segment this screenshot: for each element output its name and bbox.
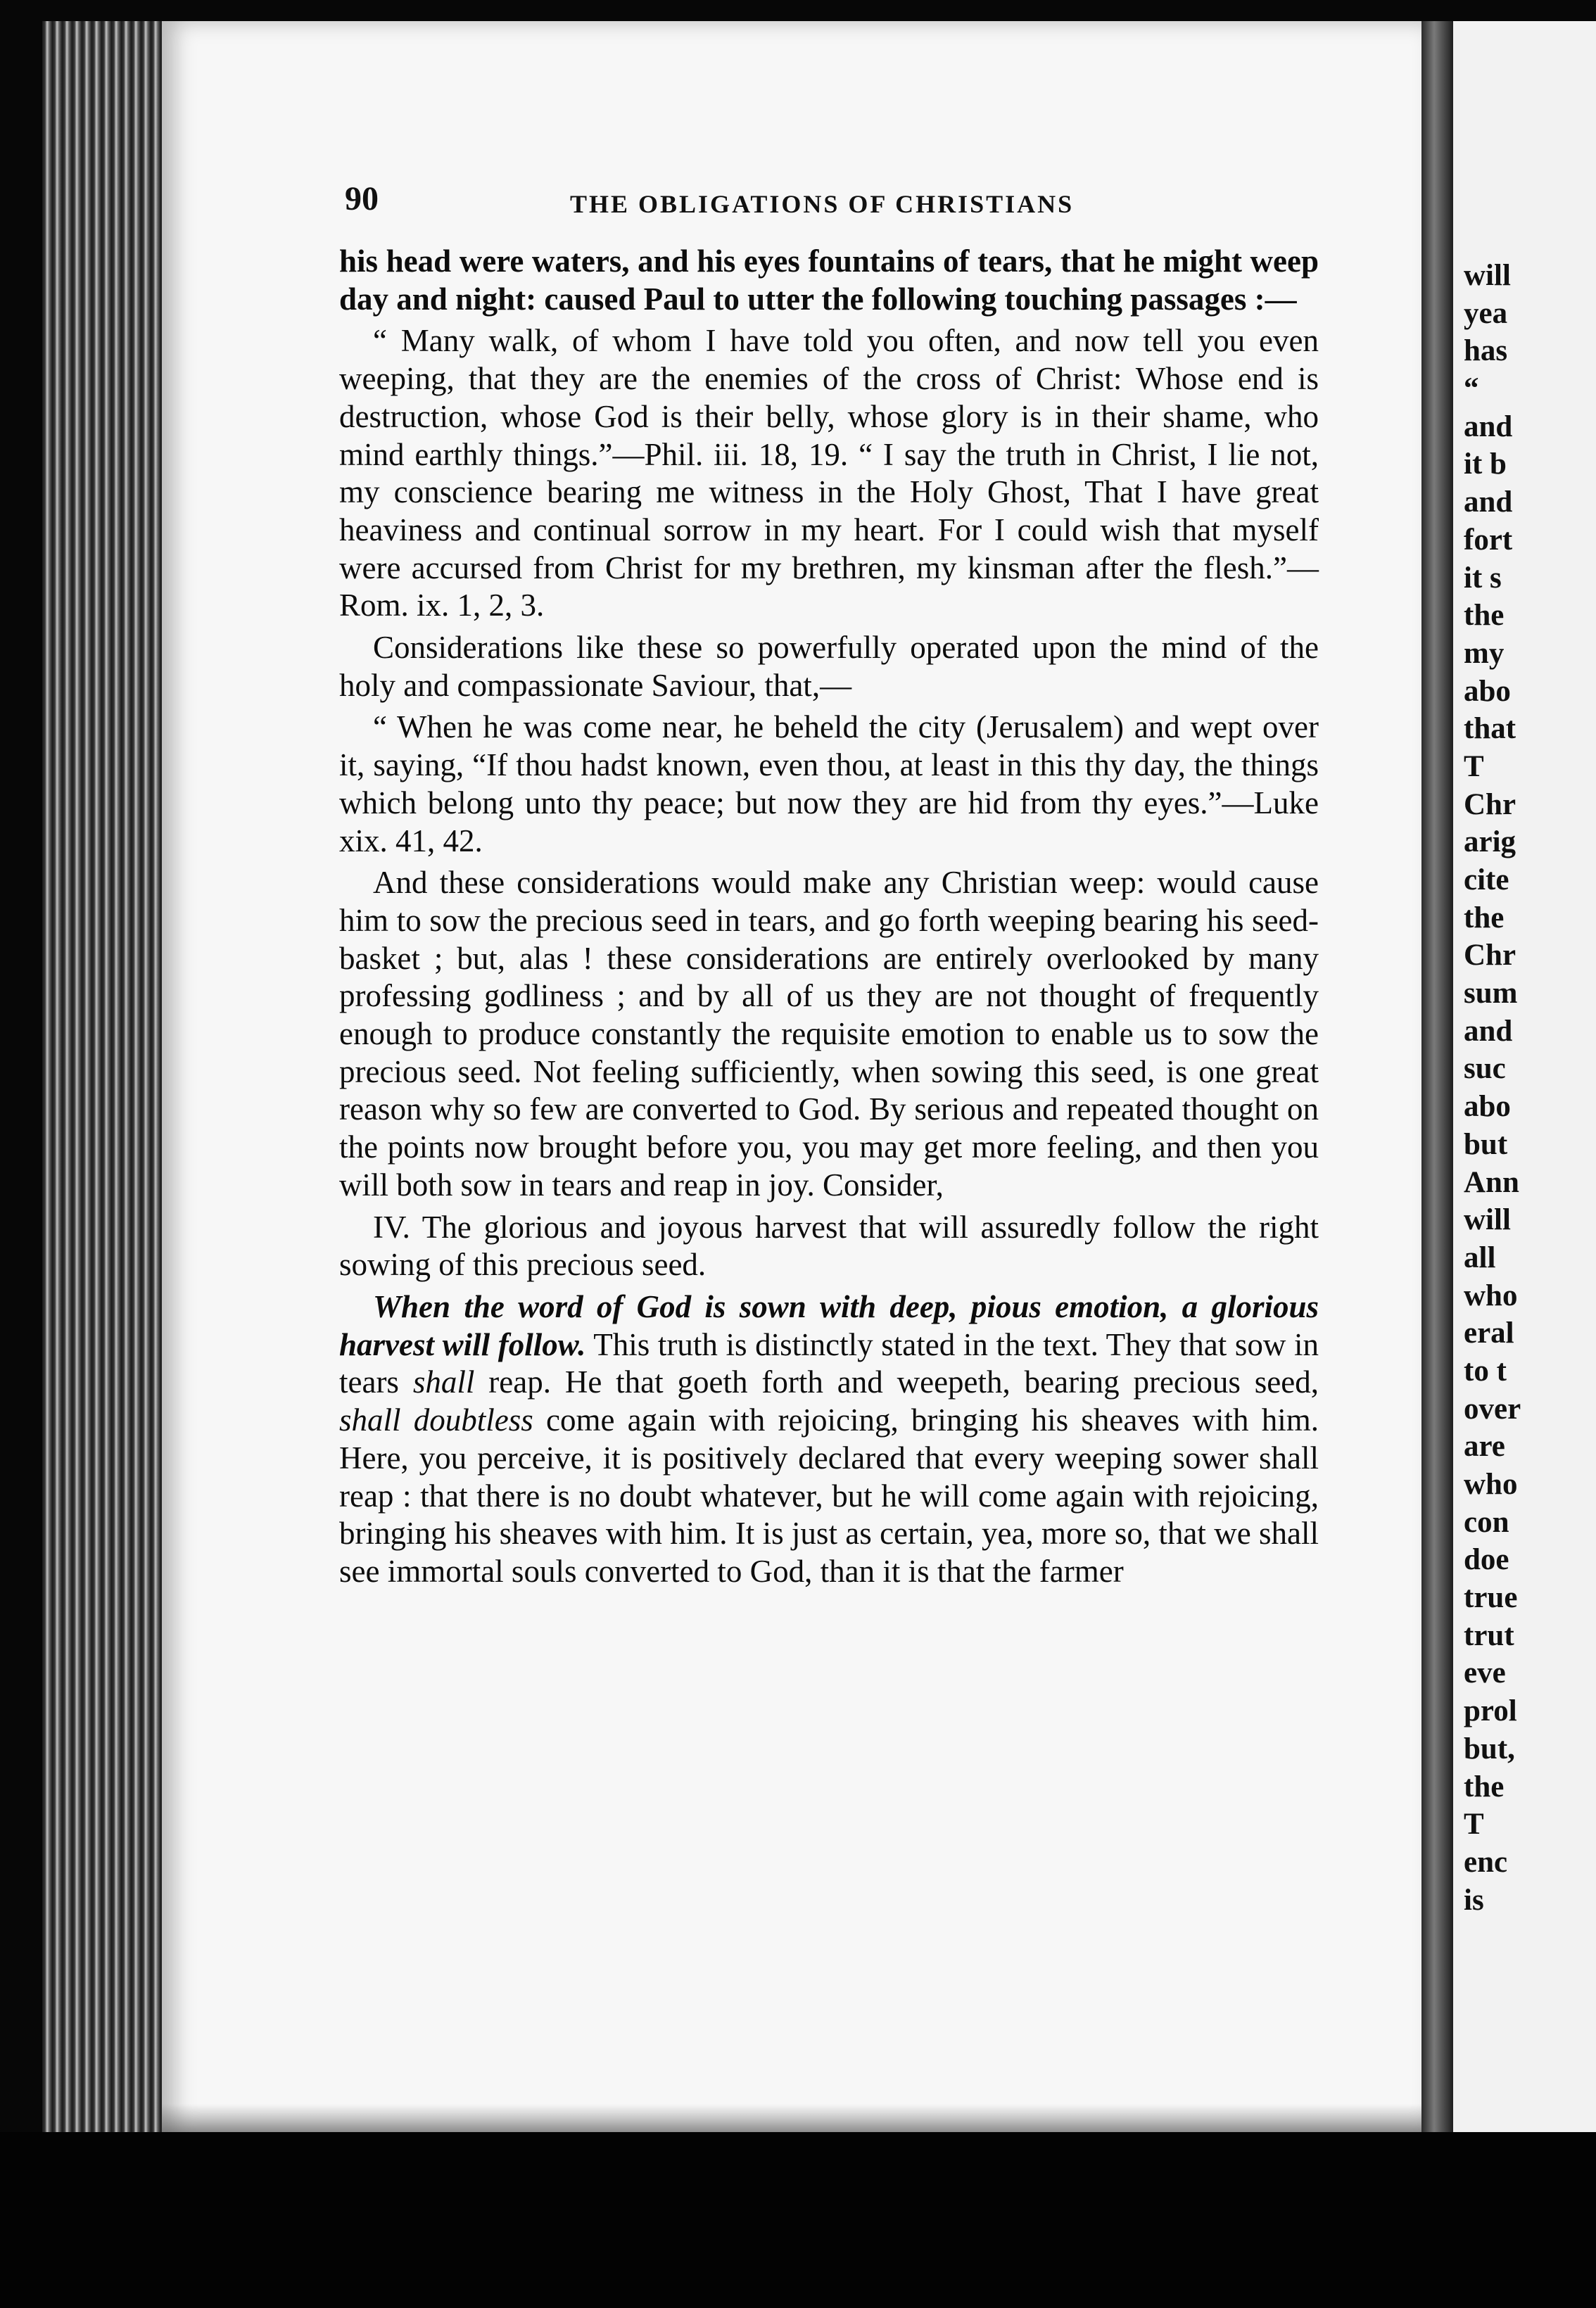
page-body <box>339 243 1319 1591</box>
right-page-fragment: all <box>1464 1241 1496 1274</box>
right-page-fragment: true <box>1464 1581 1518 1615</box>
paragraph-text: This truth is distinctly stated in the text. They that sow in tears <box>339 1326 1319 1400</box>
right-page-fragment: T <box>1464 1808 1484 1841</box>
right-page-fragment: con <box>1464 1505 1509 1539</box>
right-page-fragment: to t <box>1464 1354 1507 1388</box>
quotation-paragraph: “ Many walk, of whom I have told you often, and now tell you even weeping, that they are the enemies of the cross of Christ: Whose end is destruction, whose God is their belly, whose glory is in their shame, who mind earthly things.”—Phil. iii. 18, 19. “ I say the truth in Christ, I lie not, my conscience bearing me witness in the Holy Ghost, That I have great heaviness and continual sorrow in my heart. For I could wish that myself were accursed from Christ for my brethren, my kinsman after the flesh.”—Rom. ix. 1, 2, 3. <box>339 323 1319 623</box>
right-page-fragment: sum <box>1464 977 1518 1010</box>
paragraph: And these considerations would make any Christian weep: would cause him to sow the precious seed in tears, and go forth weeping bearing his seed-basket ; but, alas ! these considerations are entirely overlooked by many professing godliness ; and by all of us they are not thought of frequently enough to produce constantly the requisite emotion to enable us to sow the precious seed. Not feeling sufficiently, when sowing this seed, is one great reason why so few are converted to God. By serious and repeated thought on the points now brought before you, you may get more feeling, and then you will both sow in tears and reap in joy. Consider, <box>339 865 1319 1203</box>
emphasis-text: shall <box>412 1364 475 1400</box>
right-page-fragment: my <box>1464 636 1505 670</box>
right-page-fragment: cite <box>1464 863 1509 896</box>
right-page-fragment: will <box>1464 259 1511 292</box>
paragraph-text: come again with rejoicing, bringing his sheaves with him. Here, you perceive, it is positively declared that every weeping sower shall reap : that there is no doubt whatever, but he will come again with rejoicing, bringing his sheaves with him. It is just as certain, yea, more so, that we shall see immortal souls converted to God, than it is that the farmer <box>339 1402 1319 1589</box>
paragraph-text: reap. He that goeth forth and weepeth, bearing precious seed, <box>474 1364 1319 1400</box>
right-page-fragment: who <box>1464 1468 1518 1501</box>
right-page-fragment: who <box>1464 1279 1518 1312</box>
section-heading: IV. The glorious and joyous harvest that will assuredly follow the right sowing of this precious seed. <box>339 1209 1319 1283</box>
right-page-fragment: Chr <box>1464 939 1516 972</box>
right-page-fragment: that <box>1464 712 1516 746</box>
page-number: 90 <box>345 180 379 217</box>
right-page-text-fragments <box>1464 257 1596 1919</box>
right-page-fragment: trut <box>1464 1618 1514 1652</box>
right-page-fragment: abo <box>1464 1090 1511 1124</box>
right-page-fragment: fort <box>1464 523 1513 557</box>
page-edges <box>42 21 176 2132</box>
right-page-fragment: yea <box>1464 296 1508 330</box>
right-page-fragment: T <box>1464 749 1484 783</box>
right-page-fragment: the <box>1464 1770 1505 1803</box>
right-page-fragment: but <box>1464 1127 1508 1161</box>
right-page-fragment: is <box>1464 1883 1484 1917</box>
right-page-fragment: doe <box>1464 1543 1509 1577</box>
running-head <box>345 179 1316 222</box>
right-page-fragment: suc <box>1464 1052 1506 1086</box>
right-page-fragment: but, <box>1464 1732 1515 1765</box>
right-page-fragment: and <box>1464 486 1513 519</box>
scan-bottom-margin <box>0 2132 1596 2308</box>
right-page-fragment: has <box>1464 334 1508 368</box>
paragraph: his head were waters, and his eyes fountains of tears, that he might weep day and night: caused Paul to utter the following touching passages :— <box>339 243 1319 317</box>
running-title: THE OBLIGATIONS OF CHRISTIANS <box>570 190 1075 218</box>
right-page-fragment: it b <box>1464 448 1507 481</box>
right-page-fragment: will <box>1464 1203 1511 1237</box>
right-page-fragment: enc <box>1464 1845 1508 1879</box>
right-page-fragment: eve <box>1464 1656 1506 1690</box>
right-page-fragment: the <box>1464 901 1505 934</box>
right-page-fragment: it s <box>1464 561 1502 595</box>
right-page-fragment: and <box>1464 410 1513 443</box>
paragraph <box>339 1288 1319 1591</box>
right-page-fragment: abo <box>1464 674 1511 708</box>
book-gutter <box>1421 21 1453 2132</box>
emphasis-text: shall doubtless <box>339 1402 533 1438</box>
paragraph: Considerations like these so powerfully operated upon the mind of the holy and compassionate Saviour, that,— <box>339 630 1319 703</box>
right-page-fragment: and <box>1464 1014 1513 1048</box>
quotation-paragraph: “ When he was come near, he beheld the city (Jerusalem) and wept over it, saying, “If thou hadst known, even thou, at least in this thy day, the things which belong unto thy peace; but now they are hid from thy eyes.”—Luke xix. 41, 42. <box>339 709 1319 858</box>
right-page-fragment: “ <box>1464 372 1479 406</box>
right-page-fragment: are <box>1464 1430 1505 1464</box>
right-page-fragment: eral <box>1464 1317 1514 1350</box>
right-page-fragment: over <box>1464 1392 1521 1426</box>
right-page-fragment: Ann <box>1464 1165 1519 1199</box>
right-page-fragment: arig <box>1464 825 1516 859</box>
right-page-fragment: prol <box>1464 1694 1517 1728</box>
emphasis-text: When the word of God is sown with deep, pious emotion, a glorious harvest will follow. <box>339 1288 1319 1362</box>
right-page-fragment: Chr <box>1464 787 1516 821</box>
right-page-fragment: the <box>1464 599 1505 633</box>
